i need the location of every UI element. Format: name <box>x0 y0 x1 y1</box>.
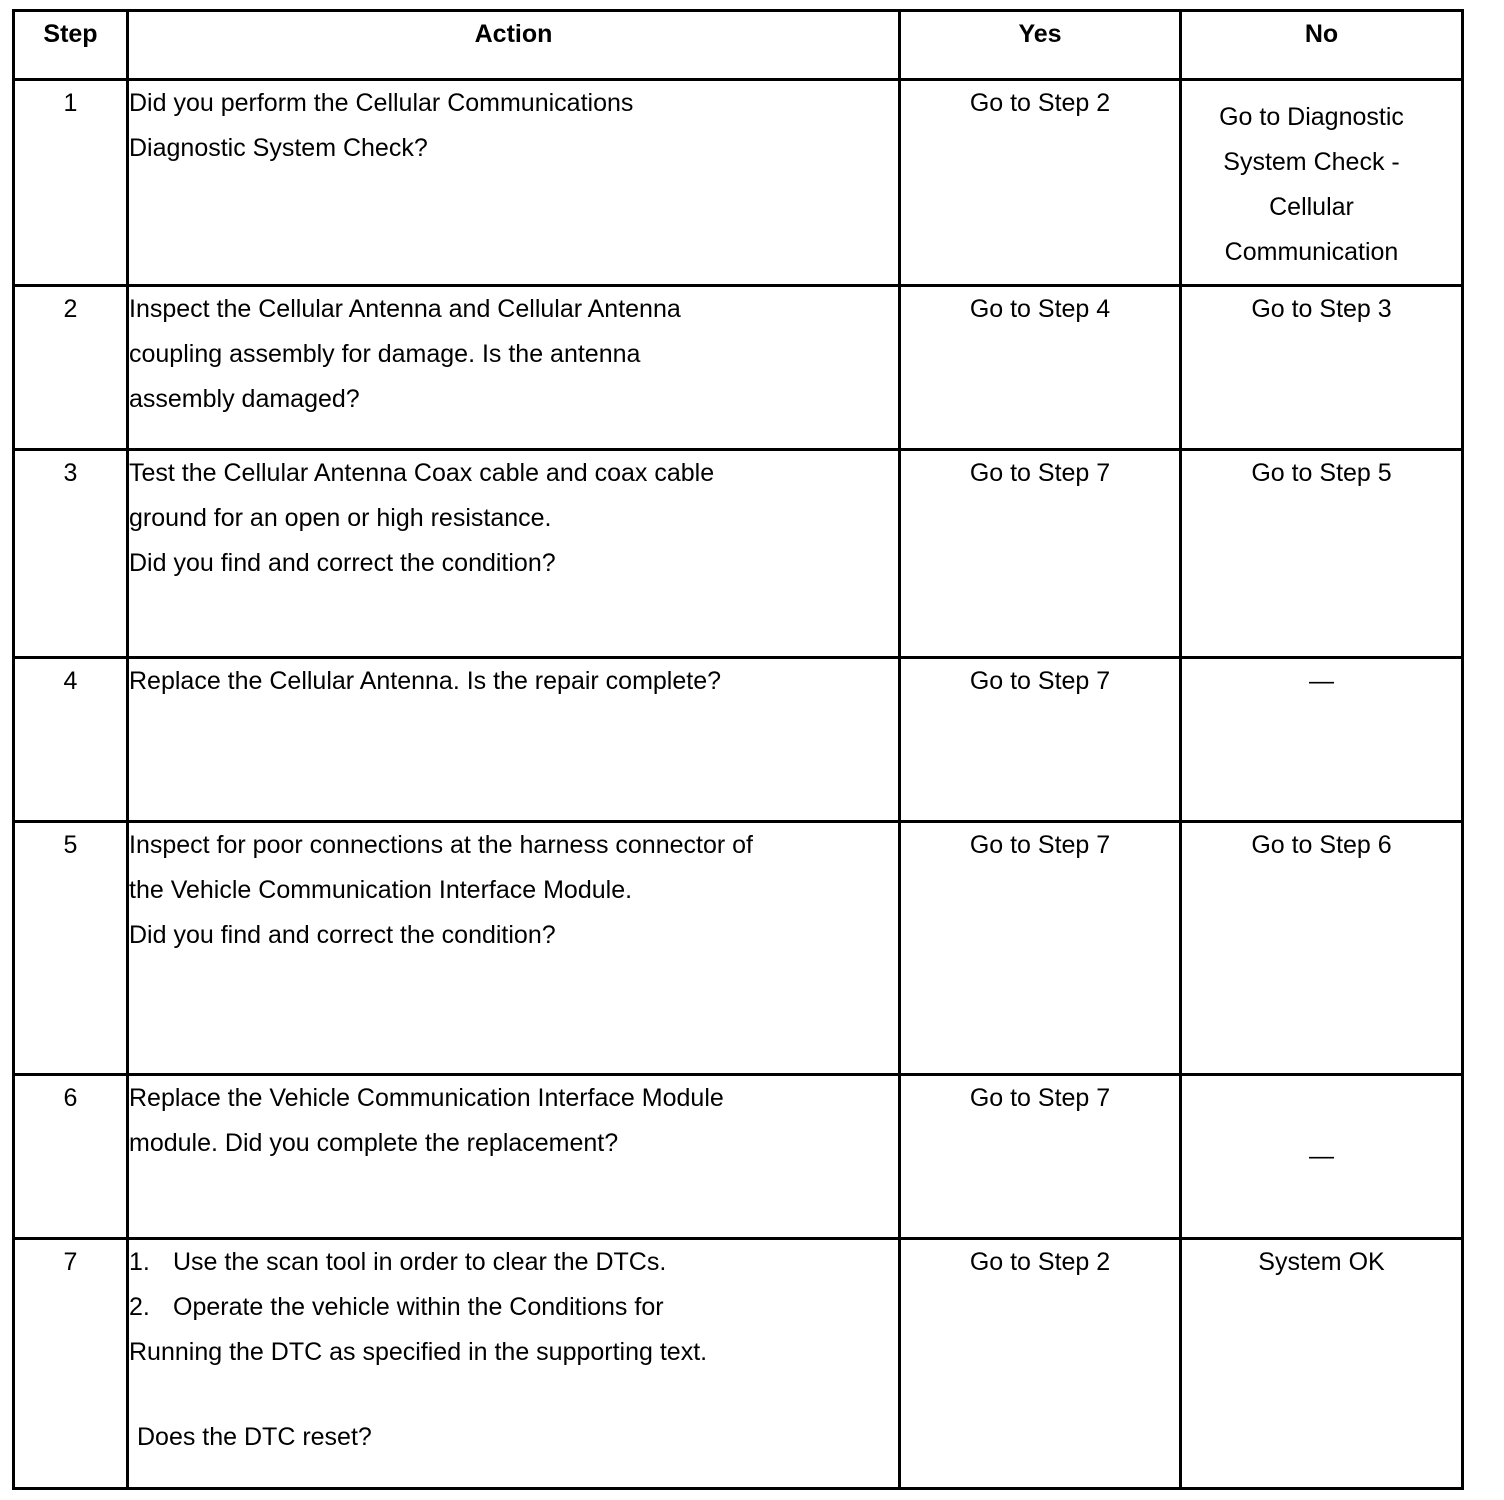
action-line: Inspect the Cellular Antenna and Cellular Antenna <box>129 295 681 323</box>
header-no: No <box>1181 11 1463 80</box>
no-line: Cellular <box>1269 193 1354 221</box>
step-number: 2 <box>14 286 128 450</box>
no-cell: Go to Step 5 <box>1181 450 1463 658</box>
table-row <box>14 1075 1463 1239</box>
action-line: coupling assembly for damage. Is the antenna <box>129 340 641 368</box>
list-item <box>129 1285 898 1330</box>
table-row <box>14 658 1463 822</box>
list-text: Use the scan tool in order to clear the DTCs. <box>173 1248 667 1276</box>
no-cell <box>1181 1075 1463 1239</box>
action-line: module. Did you complete the replacement? <box>129 1129 619 1157</box>
no-cell <box>1181 80 1463 286</box>
step-number: 1 <box>14 80 128 286</box>
table-row <box>14 450 1463 658</box>
yes-cell: Go to Step 7 <box>900 658 1181 822</box>
action-cell <box>128 286 900 450</box>
action-line: Did you find and correct the condition? <box>129 921 556 949</box>
list-text: Operate the vehicle within the Conditions for <box>173 1293 664 1321</box>
no-cell: Go to Step 6 <box>1181 822 1463 1075</box>
action-cell <box>128 658 900 822</box>
action-line: Inspect for poor connections at the harness connector of <box>129 831 753 859</box>
step-number: 5 <box>14 822 128 1075</box>
spacer <box>129 1375 898 1415</box>
yes-cell: Go to Step 2 <box>900 1239 1181 1489</box>
action-cell <box>128 1075 900 1239</box>
action-line: the Vehicle Communication Interface Module. <box>129 876 633 904</box>
table-row <box>14 1239 1463 1489</box>
yes-cell: Go to Step 7 <box>900 822 1181 1075</box>
action-line: Replace the Cellular Antenna. Is the repair complete? <box>129 667 722 695</box>
yes-cell: Go to Step 2 <box>900 80 1181 286</box>
no-cell <box>1181 658 1463 822</box>
step-number: 6 <box>14 1075 128 1239</box>
table-row <box>14 822 1463 1075</box>
diagnostic-table <box>12 9 1464 1490</box>
no-cell: Go to Step 3 <box>1181 286 1463 450</box>
list-number: 2. <box>129 1293 150 1321</box>
action-line: Replace the Vehicle Communication Interface Module <box>129 1084 724 1112</box>
step-number: 3 <box>14 450 128 658</box>
step-number: 7 <box>14 1239 128 1489</box>
action-line: Test the Cellular Antenna Coax cable and coax cable <box>129 459 715 487</box>
action-cell <box>128 80 900 286</box>
dash-mark: — <box>1309 1142 1334 1170</box>
no-line: System Check - <box>1223 148 1400 176</box>
table-row <box>14 80 1463 286</box>
no-line: Go to Diagnostic <box>1219 103 1404 131</box>
yes-cell: Go to Step 7 <box>900 450 1181 658</box>
action-question: Does the DTC reset? <box>137 1423 372 1451</box>
action-line: ground for an open or high resistance. <box>129 504 552 532</box>
action-line: Did you find and correct the condition? <box>129 549 556 577</box>
list-number: 1. <box>129 1248 150 1276</box>
header-step: Step <box>14 11 128 80</box>
action-cell <box>128 450 900 658</box>
no-cell: System OK <box>1181 1239 1463 1489</box>
header-action: Action <box>128 11 900 80</box>
action-line: assembly damaged? <box>129 385 360 413</box>
action-cell <box>128 822 900 1075</box>
table-row <box>14 286 1463 450</box>
no-line: Communication <box>1224 238 1399 266</box>
header-yes: Yes <box>900 11 1181 80</box>
action-line: Running the DTC as specified in the supporting text. <box>129 1338 708 1366</box>
yes-cell: Go to Step 4 <box>900 286 1181 450</box>
step-number: 4 <box>14 658 128 822</box>
action-line: Diagnostic System Check? <box>129 134 428 162</box>
action-line: Did you perform the Cellular Communications <box>129 89 634 117</box>
dash-mark: — <box>1309 667 1334 695</box>
header-row <box>14 11 1463 80</box>
list-item <box>129 1240 898 1285</box>
action-cell <box>128 1239 900 1489</box>
yes-cell: Go to Step 7 <box>900 1075 1181 1239</box>
